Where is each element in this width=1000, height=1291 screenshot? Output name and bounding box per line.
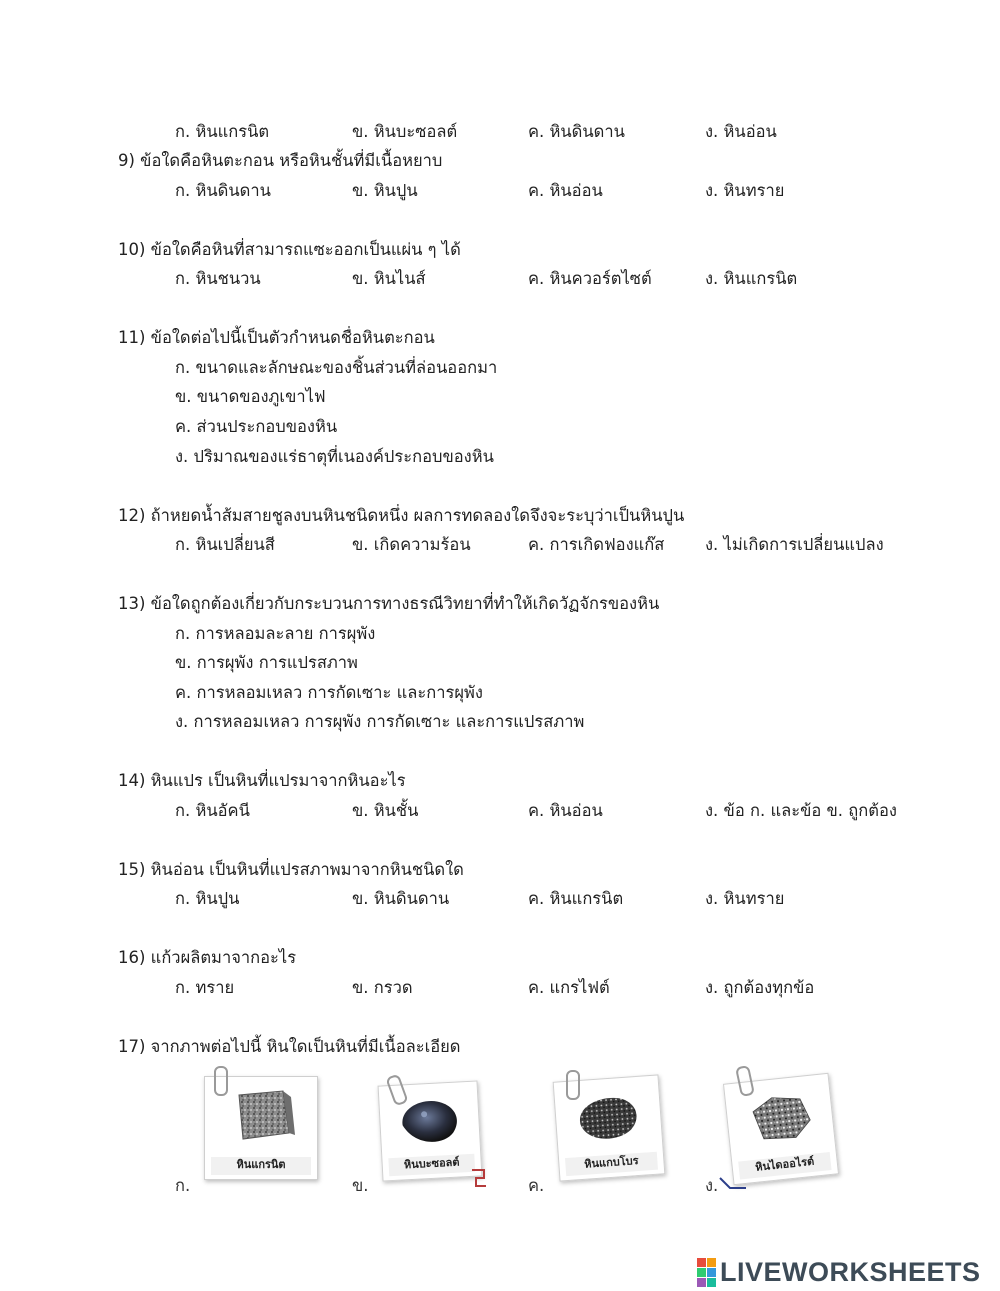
q10-option-b: ข. หินไนส์	[352, 269, 426, 288]
q9-option-d: ง. หินทราย	[705, 181, 785, 200]
q15-option-d: ง. หินทราย	[705, 889, 785, 908]
q16-option-b: ข. กรวด	[352, 978, 413, 997]
q13-option-a: ก. การหลอมละลาย การผุพัง	[175, 624, 376, 643]
q8-option-a: ก. หินแกรนิต	[175, 122, 270, 141]
q16-option-d: ง. ถูกต้องทุกข้อ	[705, 978, 815, 997]
liveworksheets-logo	[697, 1256, 981, 1288]
paperclip-icon	[566, 1070, 580, 1100]
q15-option-a: ก. หินปูน	[175, 889, 240, 908]
q11-option-d: ง. ปริมาณของแร่ธาตุที่เนองค์ประกอบของหิน	[175, 447, 494, 466]
photo-caption-gabbro: หินแกบโบร	[583, 1154, 639, 1171]
photo-caption-basalt: หินบะซอลต์	[403, 1155, 460, 1172]
q13-option-d: ง. การหลอมเหลว การผุพัง การกัดเซาะ และการแปรสภาพ	[175, 712, 585, 731]
q13-prompt: 13) ข้อใดถูกต้องเกี่ยวกับกระบวนการทางธรณีวิทยาที่ทำให้เกิดวัฏจักรของหิน	[118, 594, 660, 613]
q10-option-d: ง. หินแกรนิต	[705, 269, 798, 288]
q15-prompt: 15) หินอ่อน เป็นหินที่แปรสภาพมาจากหินชนิดใด	[118, 860, 464, 879]
red-bracket-mark	[470, 1168, 488, 1190]
q15-option-b: ข. หินดินดาน	[352, 889, 450, 908]
blue-stroke-mark	[718, 1176, 748, 1190]
q17-option-d: ง.	[705, 1176, 719, 1195]
q9-option-c: ค. หินอ่อน	[528, 181, 603, 200]
q17-option-c: ค.	[528, 1176, 545, 1195]
q16-option-a: ก. ทราย	[175, 978, 235, 997]
q17-option-b: ข.	[352, 1176, 369, 1195]
q17-prompt: 17) จากภาพต่อไปนี้ หินใดเป็นหินที่มีเนื้อละเอียด	[118, 1037, 461, 1056]
q13-option-c: ค. การหลอมเหลว การกัดเซาะ และการผุพัง	[175, 683, 483, 702]
brand-blocks-icon	[697, 1258, 716, 1287]
q11-option-c: ค. ส่วนประกอบของหิน	[175, 417, 338, 436]
q12-option-d: ง. ไม่เกิดการเปลี่ยนแปลง	[705, 535, 884, 554]
q11-option-a: ก. ขนาดและลักษณะของชิ้นส่วนที่ล่อนออกมา	[175, 358, 498, 377]
q16-prompt: 16) แก้วผลิตมาจากอะไร	[118, 948, 297, 967]
q14-option-b: ข. หินชั้น	[352, 801, 419, 820]
q8-option-b: ข. หินบะซอลต์	[352, 122, 458, 141]
q9-option-b: ข. หินปูน	[352, 181, 418, 200]
q9-option-a: ก. หินดินดาน	[175, 181, 271, 200]
paperclip-icon	[214, 1066, 228, 1096]
q14-option-c: ค. หินอ่อน	[528, 801, 603, 820]
q16-option-c: ค. แกรไฟต์	[528, 978, 610, 997]
q10-option-c: ค. หินควอร์ตไซต์	[528, 269, 652, 288]
q11-prompt: 11) ข้อใดต่อไปนี้เป็นตัวกำหนดชื่อหินตะกอน	[118, 328, 435, 347]
q12-option-c: ค. การเกิดฟองแก๊ส	[528, 535, 665, 554]
q10-prompt: 10) ข้อใดคือหินที่สามารถแซะออกเป็นแผ่น ๆ ได้	[118, 240, 461, 259]
q14-option-a: ก. หินอัคนี	[175, 801, 250, 820]
q14-option-d: ง. ข้อ ก. และข้อ ข. ถูกต้อง	[705, 801, 897, 820]
q10-option-a: ก. หินชนวน	[175, 269, 261, 288]
q12-prompt: 12) ถ้าหยดน้ำส้มสายชูลงบนหินชนิดหนึ่ง ผลการทดลองใดจึงจะระบุว่าเป็นหินปูน	[118, 506, 685, 525]
q11-option-b: ข. ขนาดของภูเขาไฟ	[175, 387, 326, 406]
photo-caption-diorite: หินไดออไรต์	[754, 1154, 815, 1174]
q8-option-d: ง. หินอ่อน	[705, 122, 777, 141]
photo-caption-granite: หินแกรนิต	[236, 1158, 286, 1171]
q15-option-c: ค. หินแกรนิต	[528, 889, 624, 908]
q8-option-c: ค. หินดินดาน	[528, 122, 625, 141]
q14-prompt: 14) หินแปร เป็นหินที่แปรมาจากหินอะไร	[118, 771, 406, 790]
brand-name: LIVEWORKSHEETS	[720, 1256, 981, 1287]
q13-option-b: ข. การผุพัง การแปรสภาพ	[175, 653, 358, 672]
q17-option-a: ก.	[175, 1176, 191, 1195]
q12-option-a: ก. หินเปลี่ยนสี	[175, 535, 275, 554]
q12-option-b: ข. เกิดความร้อน	[352, 535, 471, 554]
q9-prompt: 9) ข้อใดคือหินตะกอน หรือหินชั้นที่มีเนื้อหยาบ	[118, 151, 443, 170]
